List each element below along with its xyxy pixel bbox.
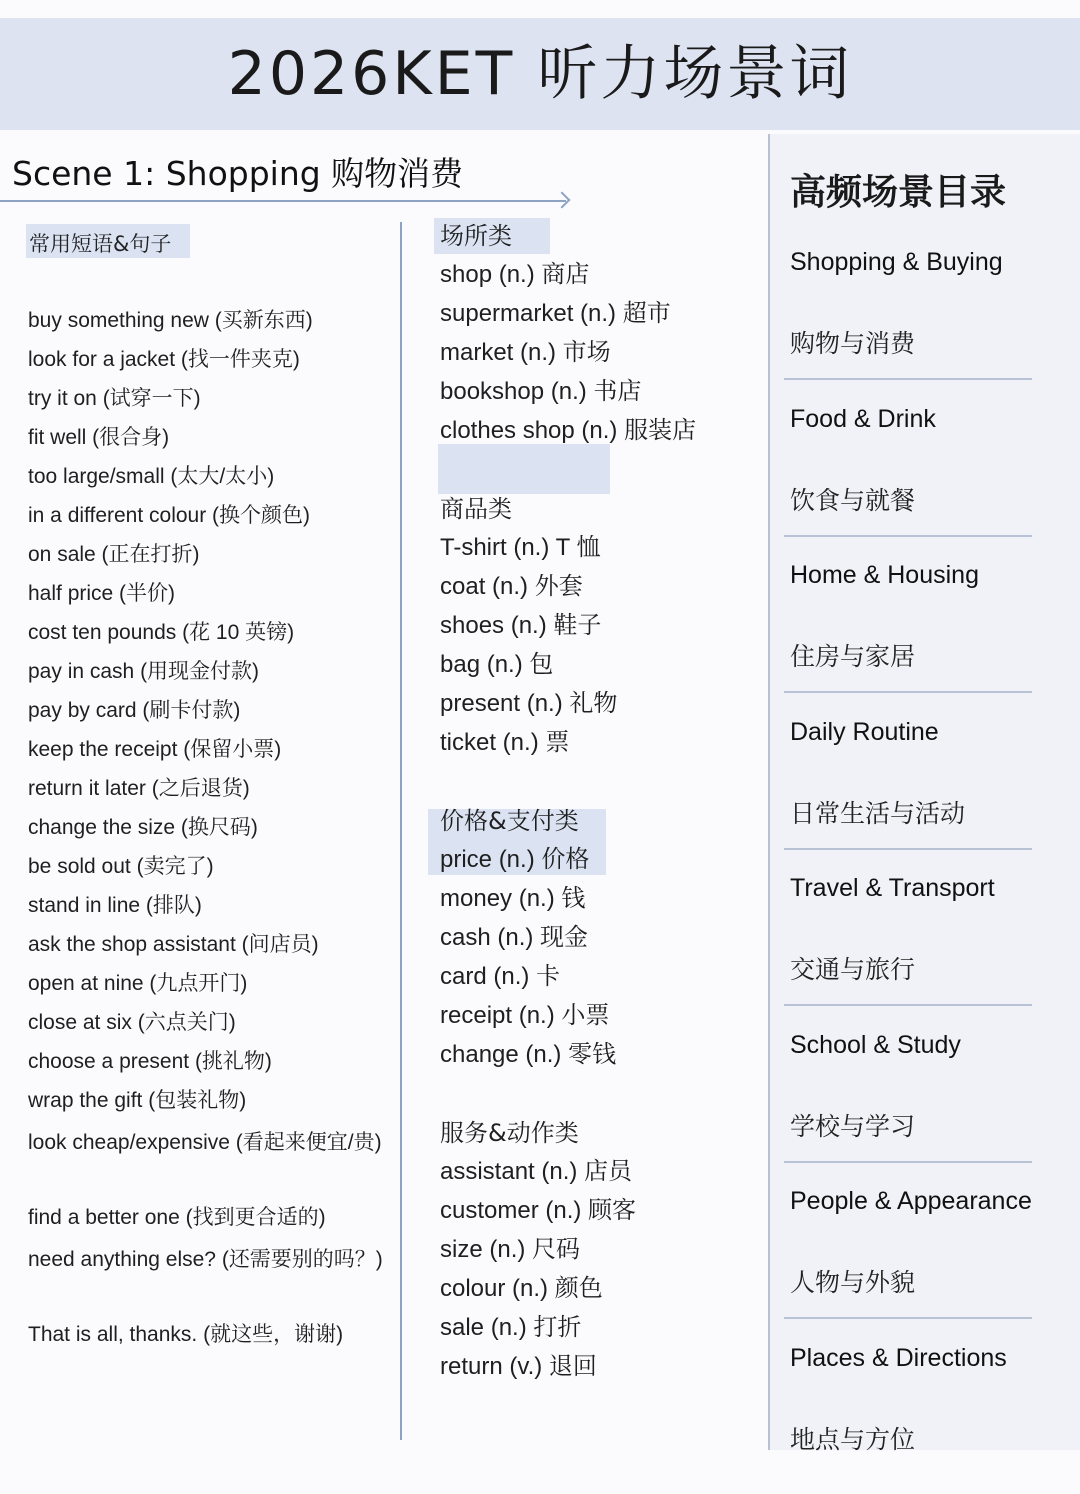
vocab-item: shoes (n.) 鞋子 (440, 608, 760, 647)
directory-item (770, 242, 1080, 399)
directory-item (770, 555, 1080, 712)
page-title: 2026KET 听力场景词 (0, 44, 1080, 104)
directory-separator (784, 691, 1032, 693)
directory-item-en: Home & Housing (790, 561, 979, 590)
vocab-item: market (n.) 市场 (440, 335, 760, 374)
directory-item-en: Shopping & Buying (790, 248, 1003, 277)
column-divider (400, 222, 402, 1440)
vocab-item: receipt (n.) 小票 (440, 998, 760, 1037)
arrow-right-icon (554, 192, 571, 209)
phrase-item: open at nine (九点开门) (28, 967, 388, 1006)
phrase-item: change the size (换尺码) (28, 811, 388, 850)
directory-item (770, 712, 1080, 869)
vocab-item: assistant (n.) 店员 (440, 1154, 760, 1193)
directory-separator (784, 535, 1032, 537)
vocab-item: clothes shop (n.) 服装店 (440, 413, 760, 452)
phrase-item: need anything else? (还需要别的吗？) (28, 1240, 388, 1318)
directory-item-en: Travel & Transport (790, 874, 995, 903)
phrase-item: look for a jacket (找一件夹克) (28, 343, 388, 382)
phrase-item: be sold out (卖完了) (28, 850, 388, 889)
phrase-item: return it later (之后退货) (28, 772, 388, 811)
directory-item-en: Food & Drink (790, 405, 936, 434)
directory-item-en: Places & Directions (790, 1344, 1007, 1373)
directory-item-zh: 学校与学习 (790, 1107, 915, 1143)
directory-separator (784, 848, 1032, 850)
vocab-column (440, 218, 760, 1388)
vocab-list (440, 842, 760, 1076)
directory-item-zh: 日常生活与活动 (790, 794, 965, 830)
phrase-item: half price (半价) (28, 577, 388, 616)
vocab-group-goods (440, 491, 760, 764)
vocab-list (440, 530, 760, 764)
vocab-group-service (440, 1115, 760, 1388)
vocab-item: sale (n.) 打折 (440, 1310, 760, 1349)
phrase-item: pay by card (刷卡付款) (28, 694, 388, 733)
phrase-item: pay in cash (用现金付款) (28, 655, 388, 694)
scene-title: Scene 1: Shopping 购物消费 (12, 148, 463, 195)
directory-item-zh: 饮食与就餐 (790, 481, 915, 517)
phrase-item: close at six (六点关门) (28, 1006, 388, 1045)
vocab-item: colour (n.) 颜色 (440, 1271, 760, 1310)
directory-separator (784, 1004, 1032, 1006)
directory-item (770, 1338, 1080, 1494)
vocab-item: return (v.) 退回 (440, 1349, 760, 1388)
phrase-list (28, 304, 388, 1357)
phrases-heading: 常用短语&句子 (29, 228, 171, 258)
phrase-item: in a different colour (换个颜色) (28, 499, 388, 538)
vocab-item: card (n.) 卡 (440, 959, 760, 998)
directory-item-en: School & Study (790, 1031, 961, 1060)
directory-item (770, 1025, 1080, 1182)
vocab-item: T-shirt (n.) T 恤 (440, 530, 760, 569)
phrase-item: look cheap/expensive (看起来便宜/贵) (28, 1123, 388, 1201)
vocab-group-payment (440, 803, 760, 1076)
directory-item-zh: 住房与家居 (790, 637, 915, 673)
vocab-group-places (440, 218, 760, 452)
vocab-item: cash (n.) 现金 (440, 920, 760, 959)
phrase-item: keep the receipt (保留小票) (28, 733, 388, 772)
phrase-item: try it on (试穿一下) (28, 382, 388, 421)
vocab-item: customer (n.) 顾客 (440, 1193, 760, 1232)
phrase-item: choose a present (挑礼物) (28, 1045, 388, 1084)
directory-separator (784, 1317, 1032, 1319)
directory-title: 高频场景目录 (790, 164, 1006, 215)
vocab-item: coat (n.) 外套 (440, 569, 760, 608)
directory-item-zh: 交通与旅行 (790, 950, 915, 986)
vocab-heading: 场所类 (440, 218, 760, 257)
vocab-item: money (n.) 钱 (440, 881, 760, 920)
phrase-item: That is all, thanks. (就这些，谢谢) (28, 1318, 388, 1357)
phrase-item: ask the shop assistant (问店员) (28, 928, 388, 967)
vocab-item: supermarket (n.) 超市 (440, 296, 760, 335)
directory-list (770, 242, 1080, 1494)
vocab-list (440, 1154, 760, 1388)
vocab-item: change (n.) 零钱 (440, 1037, 760, 1076)
vocab-item: bookshop (n.) 书店 (440, 374, 760, 413)
directory-item-zh: 购物与消费 (790, 324, 915, 360)
vocab-item: shop (n.) 商店 (440, 257, 760, 296)
directory-separator (784, 378, 1032, 380)
vocab-item: size (n.) 尺码 (440, 1232, 760, 1271)
highlight-block (438, 444, 610, 494)
phrase-item: cost ten pounds (花 10 英镑) (28, 616, 388, 655)
vocab-heading: 服务&动作类 (440, 1115, 760, 1154)
scene-directory (768, 134, 1080, 1450)
phrase-item: too large/small (太大/太小) (28, 460, 388, 499)
phrase-item: buy something new (买新东西) (28, 304, 388, 343)
directory-item (770, 399, 1080, 556)
directory-item (770, 1181, 1080, 1338)
directory-item-en: People & Appearance (790, 1187, 1032, 1216)
directory-item-zh: 人物与外貌 (790, 1263, 915, 1299)
directory-item-en: Daily Routine (790, 718, 939, 747)
vocab-item: bag (n.) 包 (440, 647, 760, 686)
phrase-item: wrap the gift (包装礼物) (28, 1084, 388, 1123)
scene-underline (0, 200, 566, 202)
directory-item (770, 868, 1080, 1025)
phrase-item: fit well (很合身) (28, 421, 388, 460)
vocab-heading: 商品类 (440, 491, 760, 530)
directory-item-zh: 地点与方位 (790, 1420, 915, 1456)
vocab-item: price (n.) 价格 (440, 842, 760, 881)
phrase-item: stand in line (排队) (28, 889, 388, 928)
phrase-item: find a better one (找到更合适的) (28, 1201, 388, 1240)
phrase-item: on sale (正在打折) (28, 538, 388, 577)
vocab-list (440, 257, 760, 452)
vocab-heading: 价格&支付类 (440, 803, 760, 842)
vocab-item: ticket (n.) 票 (440, 725, 760, 764)
vocab-item: present (n.) 礼物 (440, 686, 760, 725)
directory-separator (784, 1161, 1032, 1163)
phrases-heading-tag (26, 224, 190, 258)
